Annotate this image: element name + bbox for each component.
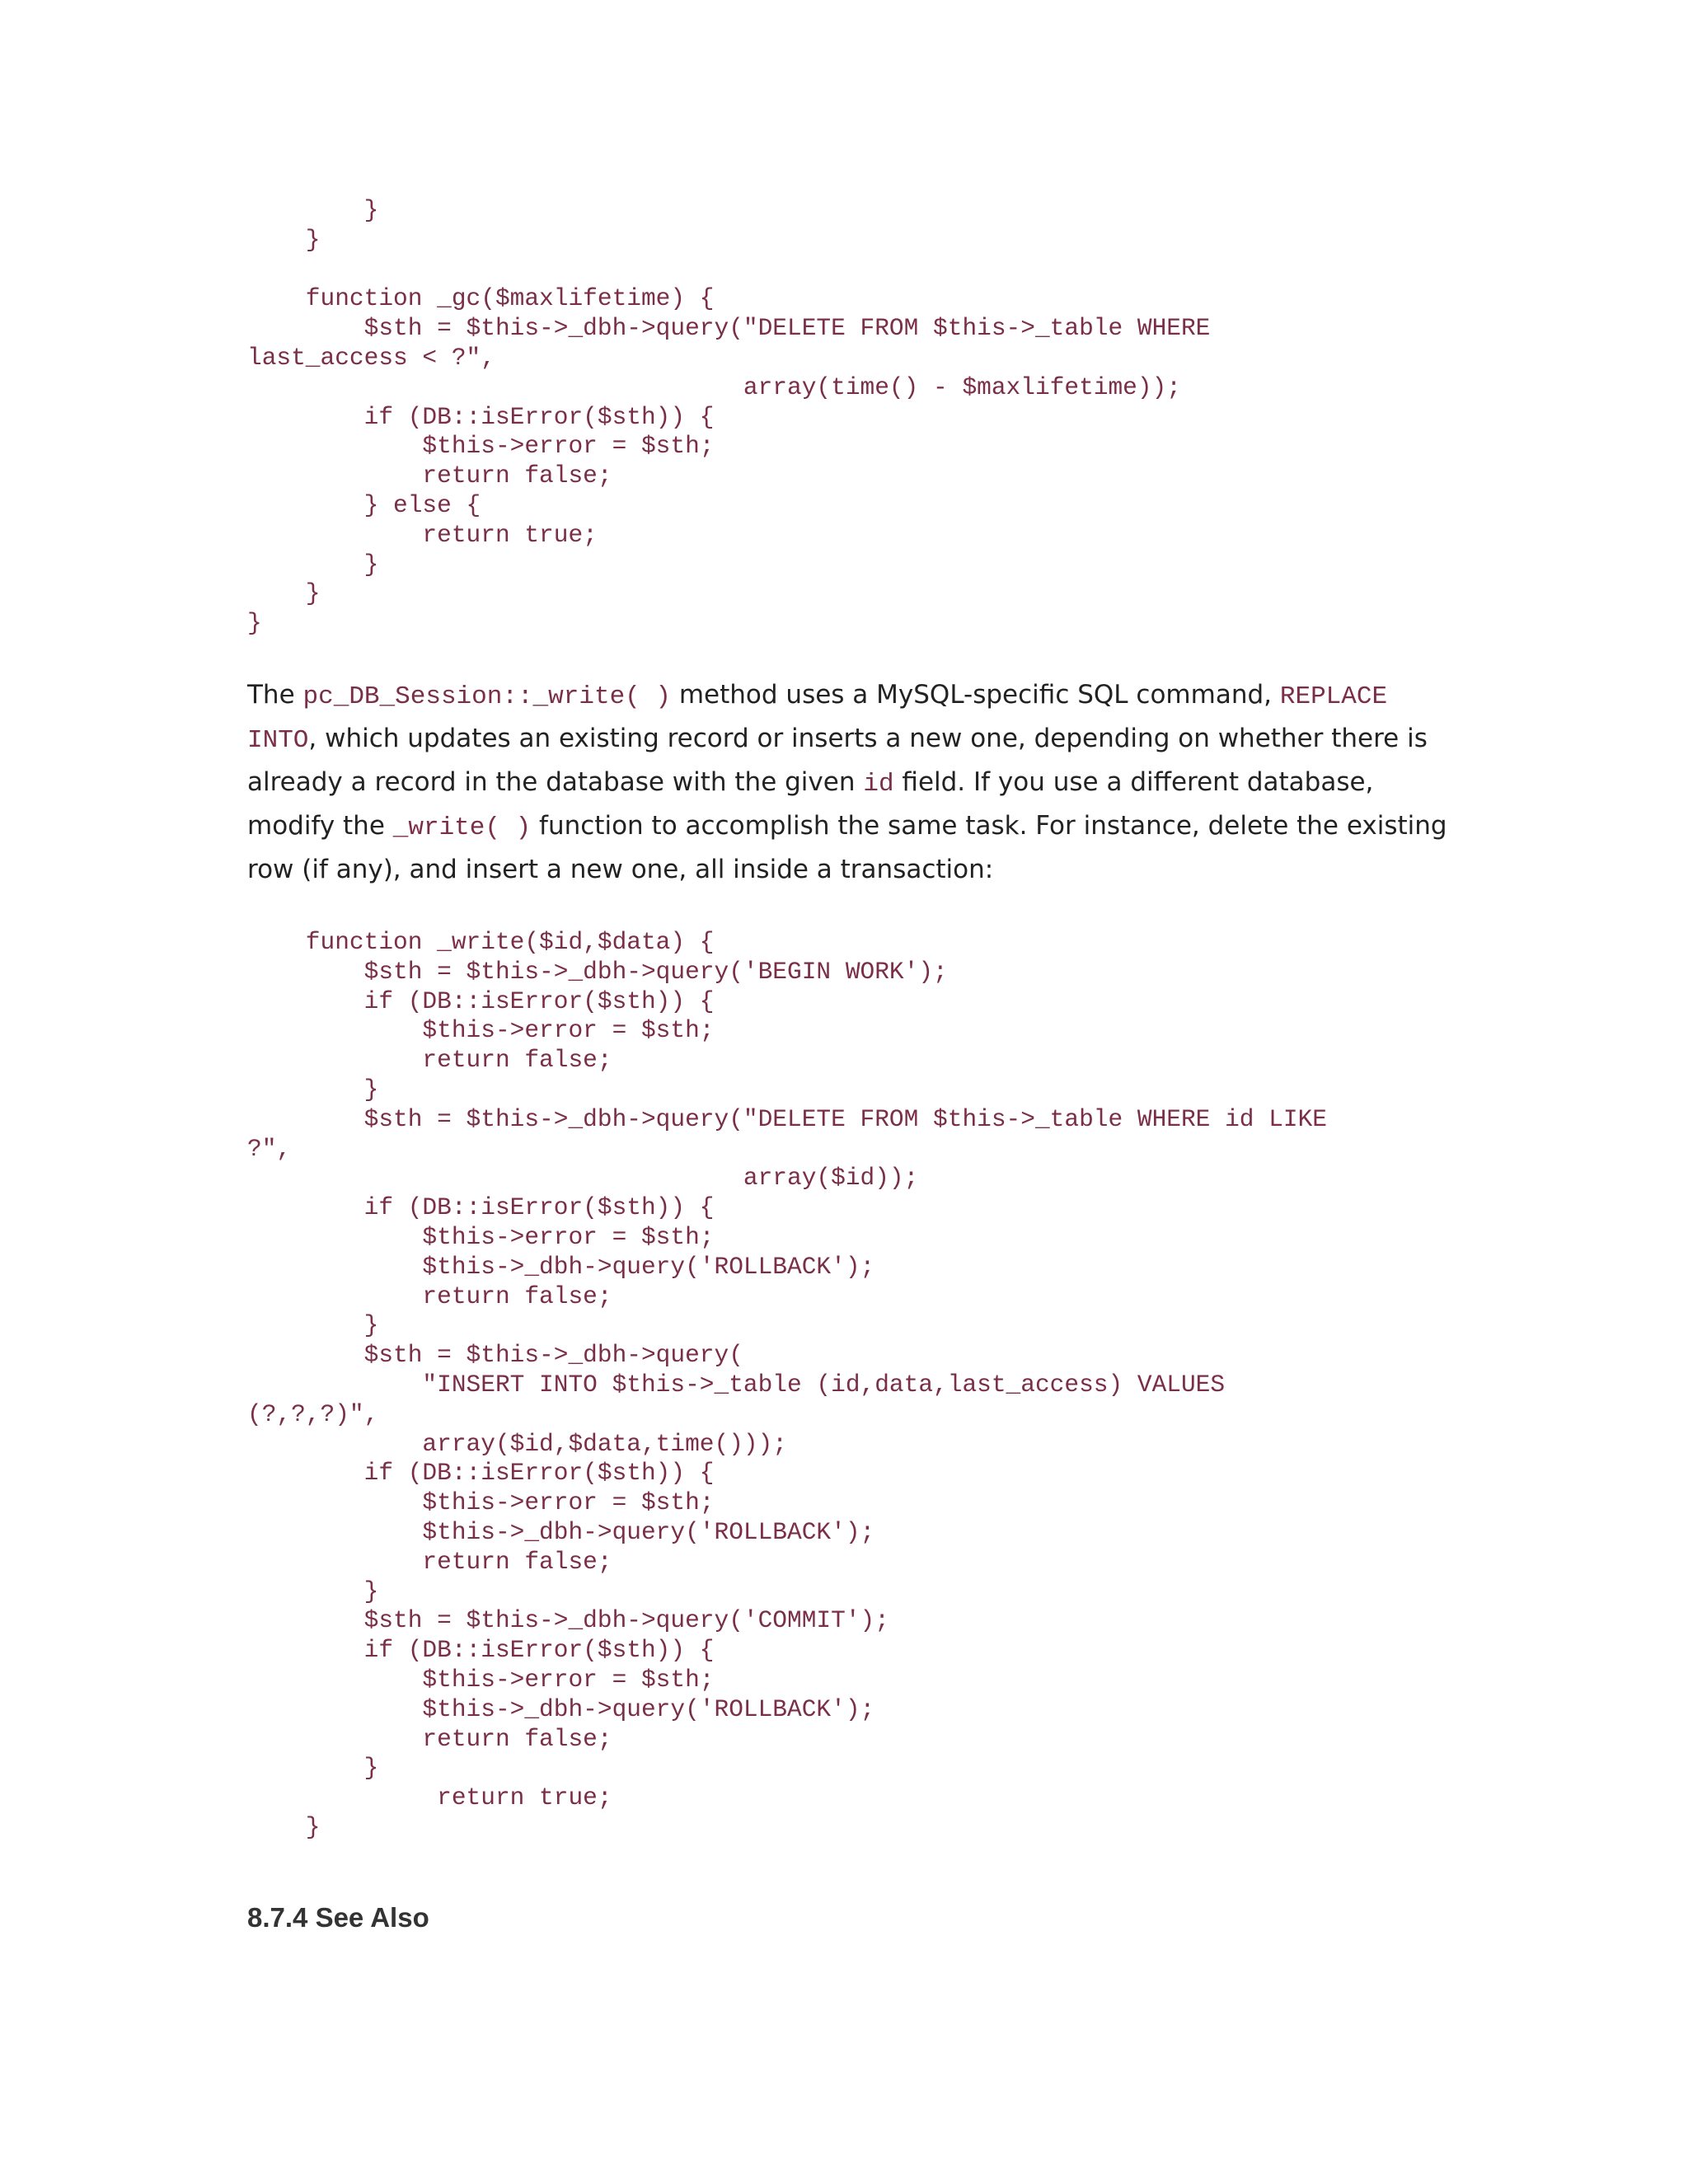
code-line: } <box>247 579 321 608</box>
code-block-write-function <box>247 928 1327 1843</box>
code-line: last_access < ?", <box>247 343 495 372</box>
code-line: ?", <box>247 1134 292 1163</box>
code-line: $sth = $this->_dbh->query("DELETE FROM $this->_table WHERE <box>247 314 1211 343</box>
code-line: $this->error = $sth; <box>247 1016 715 1045</box>
paragraph-text: field. If you use a different database, modify the <box>247 767 1374 841</box>
paragraph-text: The <box>247 680 303 710</box>
code-line: return false; <box>247 1724 612 1753</box>
code-line: $this->_dbh->query('ROLLBACK'); <box>247 1694 875 1723</box>
code-line: array(time() - $maxlifetime)); <box>247 373 1181 401</box>
code-line: "INSERT INTO $this->_table (id,data,last_access) VALUES <box>247 1370 1226 1399</box>
code-line: $sth = $this->_dbh->query("DELETE FROM $this->_table WHERE id LIKE <box>247 1104 1328 1133</box>
code-line: return false; <box>247 462 612 490</box>
code-line: function _gc($maxlifetime) { <box>247 284 715 313</box>
code-line: } <box>247 1577 379 1605</box>
code-line: $sth = $this->_dbh->query('COMMIT'); <box>247 1606 889 1635</box>
code-line: array($id,$data,time())); <box>247 1429 788 1458</box>
code-line: function _write($id,$data) { <box>247 928 715 956</box>
code-line: $this->error = $sth; <box>247 1222 715 1251</box>
code-line: if (DB::isError($sth)) { <box>247 1636 715 1665</box>
code-line: array($id)); <box>247 1164 919 1193</box>
code-block-gc-function <box>247 196 1210 639</box>
code-line: return false; <box>247 1046 612 1075</box>
code-line: $sth = $this->_dbh->query( <box>247 1341 743 1370</box>
code-line: (?,?,?)", <box>247 1399 379 1428</box>
code-line: if (DB::isError($sth)) { <box>247 987 715 1015</box>
code-line: return true; <box>247 1783 612 1812</box>
code-line: $this->_dbh->query('ROLLBACK'); <box>247 1252 875 1281</box>
code-line: return true; <box>247 520 598 549</box>
code-line: $this->error = $sth; <box>247 1665 715 1694</box>
code-line: } <box>247 550 379 579</box>
code-line: return false; <box>247 1547 612 1576</box>
inline-code-write-function: _write( ) <box>392 813 532 842</box>
code-line: $sth = $this->_dbh->query('BEGIN WORK'); <box>247 957 948 986</box>
code-line: } <box>247 1812 321 1841</box>
code-line <box>247 255 1210 285</box>
code-line: if (DB::isError($sth)) { <box>247 402 715 431</box>
code-line: } <box>247 1311 379 1340</box>
code-line: } else { <box>247 490 481 519</box>
code-line: } <box>247 225 321 254</box>
section-heading-see-also: 8.7.4 See Also <box>247 1902 429 1933</box>
code-line: } <box>247 1754 379 1783</box>
code-line: } <box>247 609 262 638</box>
code-line: $this->_dbh->query('ROLLBACK'); <box>247 1517 875 1546</box>
paragraph-text: function to accomplish the same task. For instance, delete the existing row (if any), and insert a new one, all inside a transaction: <box>247 811 1447 884</box>
inline-code-write-method: pc_DB_Session::_write( ) <box>302 682 671 711</box>
code-line: } <box>247 196 379 224</box>
paragraph-text: method uses a MySQL-specific SQL command, <box>671 680 1280 710</box>
code-line: if (DB::isError($sth)) { <box>247 1459 715 1488</box>
explanation-paragraph <box>247 674 1451 891</box>
code-line: } <box>247 1075 379 1104</box>
inline-code-id: id <box>863 770 894 799</box>
code-line: $this->error = $sth; <box>247 1488 715 1517</box>
code-line: return false; <box>247 1282 612 1310</box>
inline-code-replace-into: REPLACE INTO <box>247 682 1388 755</box>
code-line: $this->error = $sth; <box>247 432 715 461</box>
code-line: if (DB::isError($sth)) { <box>247 1193 715 1222</box>
paragraph-text: , which updates an existing record or inserts a new one, depending on whether there is already a record in the database with the given <box>247 724 1428 797</box>
